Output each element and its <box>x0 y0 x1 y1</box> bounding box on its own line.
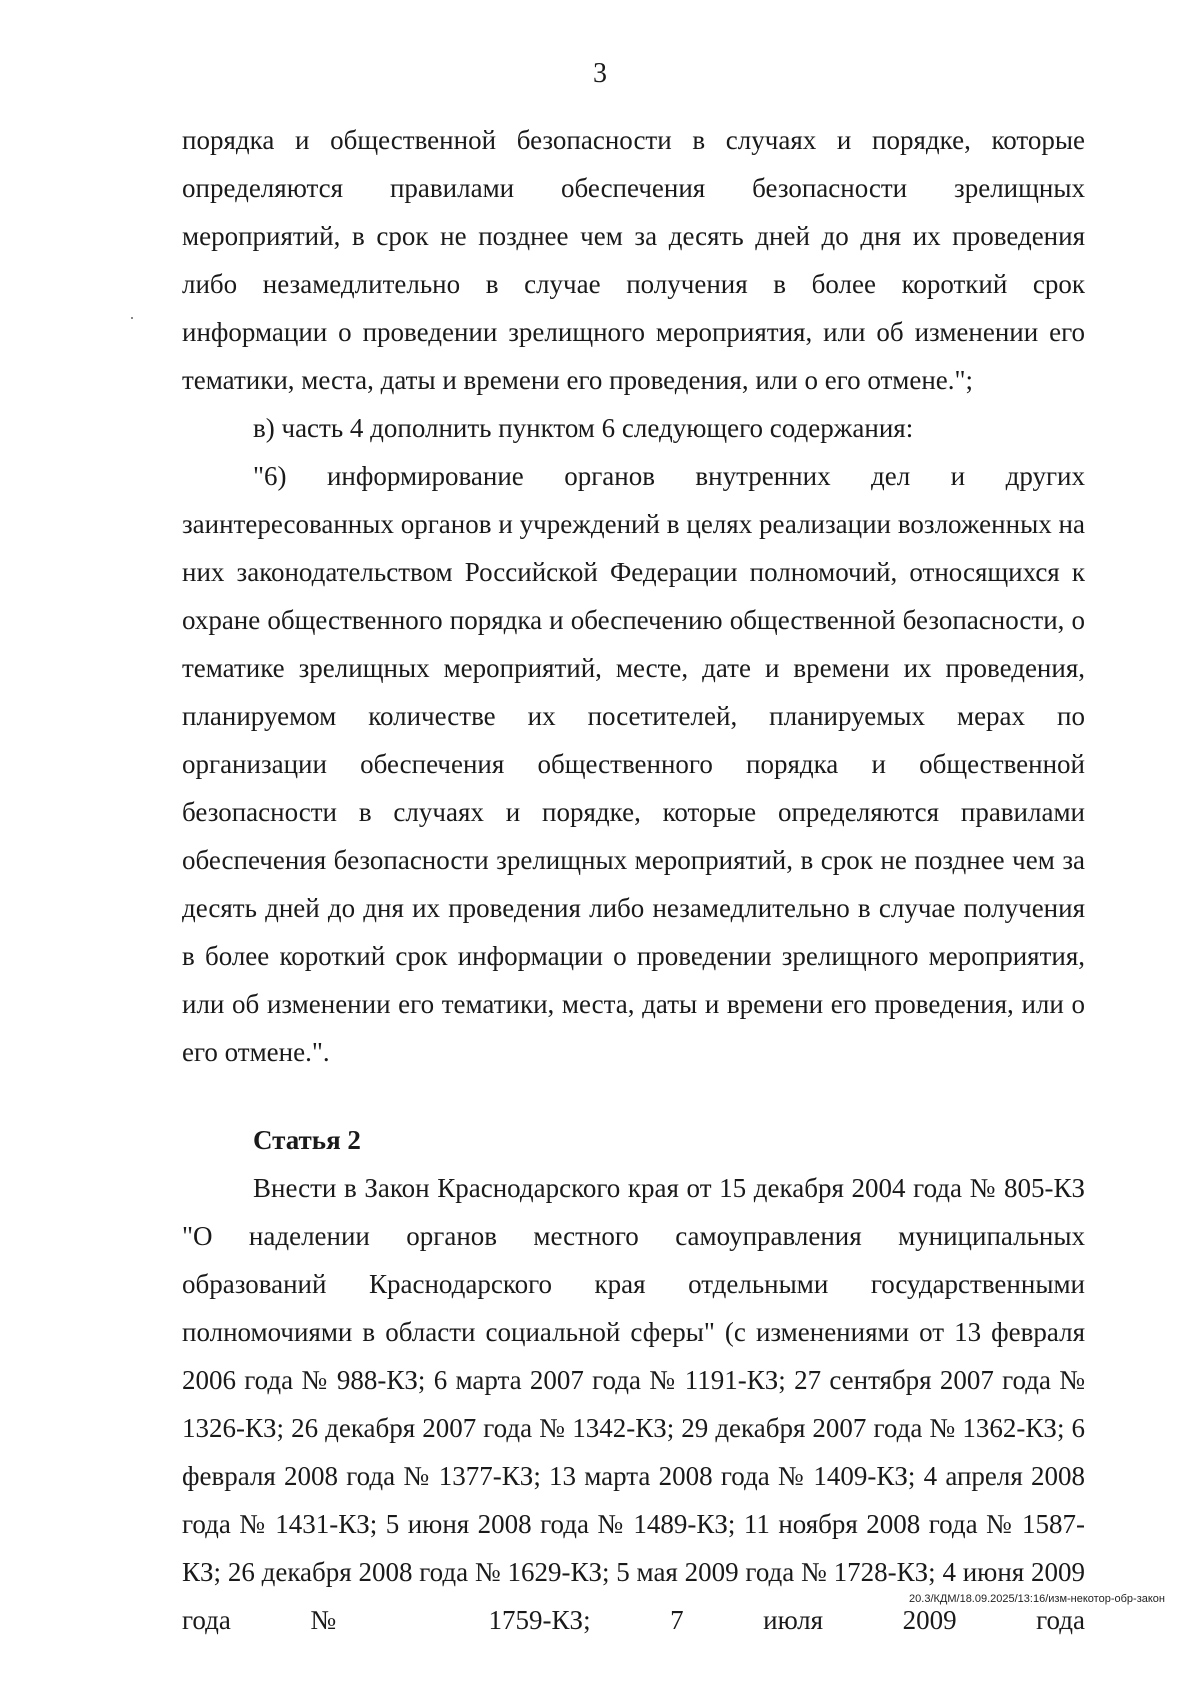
paragraph-article-2: Внести в Закон Краснодарского края от 15 декабря 2004 года № 805-КЗ "О наделении органов местного самоуправления муниципальных образований Краснодарского края отдельными государственными полномочиями в области социальной сферы" (с изменениями от 13 февраля 2006 года № 988-КЗ; 6 марта 2007 года № 1191-КЗ; 27 сентября 2007 года № 1326-КЗ; 26 декабря 2007 года № 1342-КЗ; 29 декабря 2007 года № 1362-КЗ; 6 февраля 2008 года № 1377-КЗ; 13 марта 2008 года № 1409-КЗ; 4 апреля 2008 года № 1431-КЗ; 5 июня 2008 года № 1489-КЗ; 11 ноября 2008 года № 1587-КЗ; 26 декабря 2008 года № 1629-КЗ; 5 мая 2009 года № 1728-КЗ; 4 июня 2009 года № 1759-КЗ; 7 июля 2009 года <box>182 1173 1085 1635</box>
article-heading: Статья 2 <box>253 1125 361 1155</box>
paragraph-quoted-point-6: "6) информирование органов внутренних дел и других заинтересованных органов и учреждений в целях реализации возложенных на них законодательством Российской Федерации полномочий, относящихся к охране общественного порядка и обеспечению общественной безопасности, о тематике зрелищных мероприятий, месте, дате и времени их проведения, планируемом количестве их посетителей, планируемых мерах по организации обеспечения общественного порядка и общественной безопасности в случаях и порядке, которые определяются правилами обеспечения безопасности зрелищных мероприятий, в срок не позднее чем за десять дней до дня их проведения либо незамедлительно в случае получения в более короткий срок информации о проведении зрелищного мероприятия, или об изменении его тематики, места, даты и времени его проведения, или о его отмене.". <box>182 461 1085 1067</box>
document-footer-code: 20.3/КДМ/18.09.2025/13:16/изм-некотор-обр-закон <box>909 1593 1165 1605</box>
paragraph-amendment-item: в) часть 4 дополнить пунктом 6 следующего содержания: <box>253 413 914 443</box>
paragraph-continuation: порядка и общественной безопасности в случаях и порядке, которые определяются правилами обеспечения безопасности зрелищных мероприятий, в срок не позднее чем за десять дней до дня их проведения либо незамедлительно в случае получения в более короткий срок информации о проведении зрелищного мероприятия, или об изменении его тематики, места, даты и времени его проведения, или о его отмене."; <box>182 125 1085 395</box>
page-number: 3 <box>593 58 607 89</box>
scan-speck <box>131 317 133 319</box>
document-body <box>182 116 1085 1644</box>
